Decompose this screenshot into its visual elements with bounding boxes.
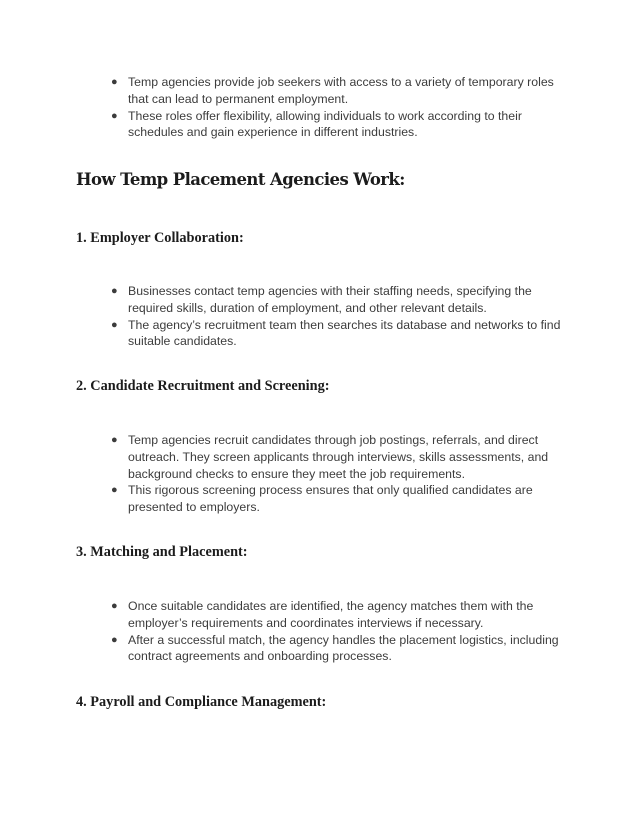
list-item: ● Temp agencies recruit candidates through job postings, referrals, and direct outreach. They screen applicants through interviews, skills assessments, and background checks to ensure they meet the job requirements. [111, 433, 549, 481]
candidate-recruitment-bullet-list [110, 432, 570, 516]
section-heading-candidate-recruitment: 2. Candidate Recruitment and Screening: [76, 378, 330, 394]
list-item: ● The agency’s recruitment team then searches its database and networks to find suitable candidates. [111, 317, 561, 349]
section-heading-employer-collaboration: 1. Employer Collaboration: [76, 230, 244, 246]
matching-placement-bullet-list [110, 598, 570, 665]
bullet-icon: ● [111, 484, 118, 497]
bullet-icon: ● [111, 434, 118, 446]
main-heading: How Temp Placement Agencies Work: [76, 170, 405, 189]
bullet-icon: ● [111, 76, 118, 88]
list-item: ● This rigorous screening process ensures that only qualified candidates are presented to employers. [111, 483, 533, 515]
section-heading-payroll-compliance: 4. Payroll and Compliance Management: [76, 694, 327, 710]
list-item: ● These roles offer flexibility, allowing individuals to work according to their schedules and gain experience in different industries. [111, 108, 522, 140]
list-item: ● After a successful match, the agency handles the placement logistics, including contract agreements and onboarding processes. [111, 632, 559, 664]
bullet-icon: ● [111, 600, 118, 612]
list-item: ● Businesses contact temp agencies with their staffing needs, specifying the required skills, duration of employment, and other relevant details. [111, 284, 532, 315]
intro-bullet-list [110, 74, 570, 141]
list-item: ● Temp agencies provide job seekers with access to a variety of temporary roles that can lead to permanent employment. [111, 75, 554, 106]
bullet-icon: ● [111, 318, 118, 331]
list-item: ● Once suitable candidates are identified, the agency matches them with the employer’s requirements and coordinates interviews if necessary. [111, 599, 534, 630]
bullet-icon: ● [111, 109, 118, 122]
bullet-icon: ● [111, 633, 118, 646]
employer-collaboration-bullet-list [110, 283, 570, 350]
section-heading-matching-placement: 3. Matching and Placement: [76, 544, 248, 560]
bullet-icon: ● [111, 285, 118, 297]
